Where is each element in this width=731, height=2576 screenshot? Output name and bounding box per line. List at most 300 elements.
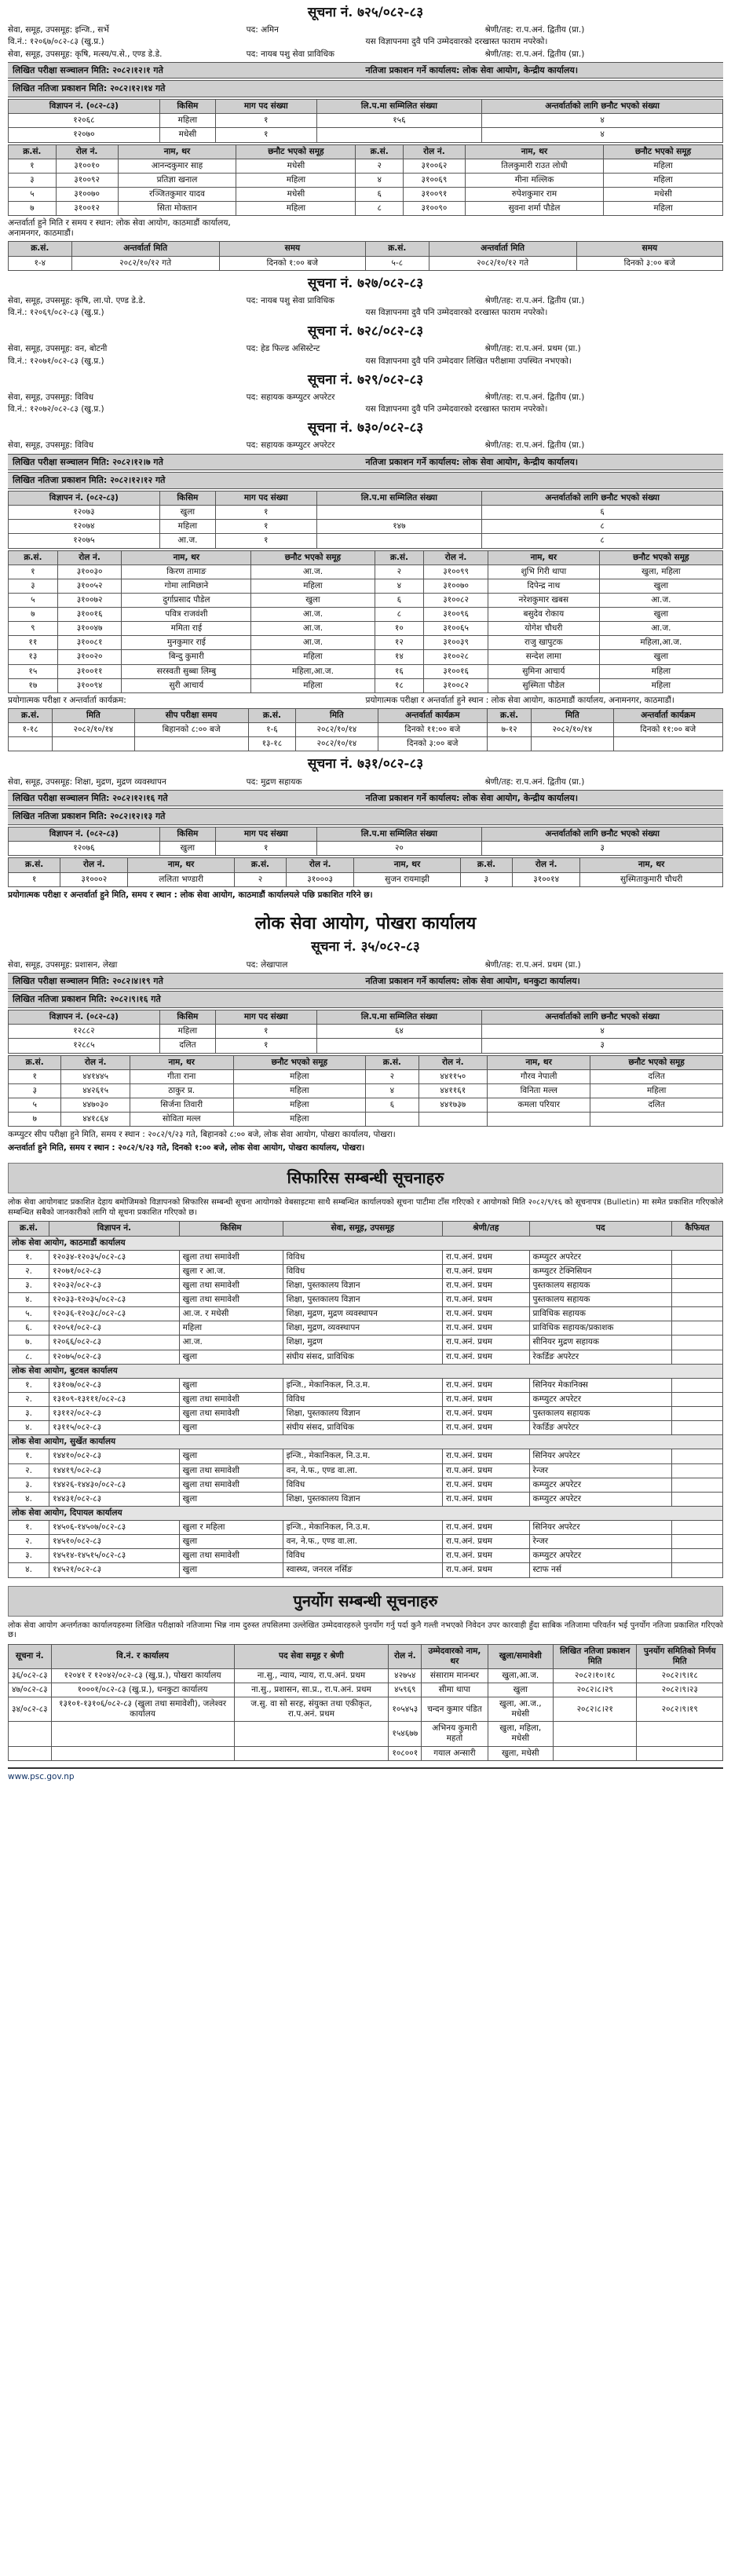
column-header: किसिम <box>159 828 215 842</box>
office-name: लोक सेवा आयोग, दिपायल कार्यालय <box>9 1506 723 1520</box>
table-cell: रा.प.अनं. प्रथम <box>442 1492 529 1506</box>
table-cell: १४५१४-१४५१५/०८२-८३ <box>49 1549 180 1563</box>
column-header: विज्ञापन नं. <box>49 1222 180 1236</box>
website-link[interactable]: www.psc.gov.np <box>8 1771 75 1781</box>
table-row <box>9 1083 723 1098</box>
vacancy-table <box>8 1010 723 1053</box>
info-text <box>484 218 723 239</box>
header-row <box>9 242 723 256</box>
table-row <box>9 1278 723 1292</box>
table-cell: महिला <box>233 1113 366 1127</box>
table-cell: खुला <box>179 1563 283 1577</box>
table-cell <box>316 534 482 548</box>
table-cell: ८. <box>9 1350 49 1364</box>
column-header: क्र.सं. <box>9 1055 61 1069</box>
table-cell: दलित <box>590 1069 723 1083</box>
table-cell: महिला <box>599 664 722 678</box>
column-header: सीप परीक्षा समय <box>134 708 248 722</box>
column-header: क्र.सं. <box>9 708 53 722</box>
table-cell: २०८२/१०/१४ <box>296 737 378 751</box>
info-line <box>8 392 723 404</box>
table-cell: ३१००४७ <box>57 622 122 636</box>
table-body <box>9 842 723 856</box>
table-row <box>9 579 723 593</box>
table-cell <box>672 1421 723 1435</box>
table-cell: २ <box>234 872 286 886</box>
table-cell <box>672 1336 723 1350</box>
column-header: रोल नं. <box>389 1644 422 1668</box>
table-cell: विविध <box>283 1549 442 1563</box>
table-cell: दिनको ११:०० बजे <box>378 723 487 737</box>
office-row <box>9 1236 723 1250</box>
header-row <box>9 550 723 565</box>
column-header: रोल नं. <box>61 1055 130 1069</box>
table-cell: खुला तथा समावेशी <box>179 1478 283 1492</box>
table-head <box>9 858 723 872</box>
info-strip <box>8 80 723 97</box>
table-cell: २०८२/१०/१२ गते <box>71 256 219 270</box>
info-text: श्रेणी/तह: रा.प.अनं. द्वितीय (प्रा.) <box>484 776 585 787</box>
table-cell: गीता राना <box>130 1069 233 1083</box>
table-cell <box>672 1535 723 1549</box>
table-cell: गौरव नेपाली <box>488 1069 590 1083</box>
table-row <box>9 664 723 678</box>
column-header: छनौट भएको समूह <box>590 1055 723 1069</box>
table-cell: १४ <box>375 650 424 664</box>
table-cell: आ.ज. <box>251 565 375 579</box>
table-cell: खुला तथा समावेशी <box>179 1278 283 1292</box>
table-cell: २० <box>316 842 482 856</box>
table-cell: ३१००३० <box>57 565 122 579</box>
column-header: नाम, थर <box>488 550 599 565</box>
table-cell <box>672 1521 723 1535</box>
info-text: यस विज्ञापनमा दुवै पनि उम्मेदवारको दरखास्त फाराम नपरेको। <box>365 308 548 317</box>
table-cell: शिक्षा, मुद्रण <box>283 1336 442 1350</box>
column-header: क्र.सं. <box>356 144 404 159</box>
table-cell: महिला <box>159 1025 215 1039</box>
info-text: श्रेणी/तह: रा.प.अनं. द्वितीय (प्रा.) <box>484 392 585 402</box>
table-cell <box>553 1746 637 1760</box>
column-header: छनौट भएको समूह <box>233 1055 366 1069</box>
table-cell <box>672 1407 723 1421</box>
table-cell: खुला <box>179 1378 283 1392</box>
paragraph: लोक सेवा आयोगबाट प्रकाशित देहाय बमोजिमको विज्ञापनको सिफारिस सम्बन्धी सूचना आयोगको वेबसाइटमा साथै सम्बन्धित कार्यालयको सूचना पाटीमा टाँस गरिएको र आयोगको मिति २०८२/९/१६ को सूचनापत्र (Bulletin) मा समेत प्रकाशित गरिएकोले सम्बन्धित सबैको जानकारीको लागि यो सूचना प्रकाशित गरिएको छ। <box>8 1198 723 1217</box>
table-cell: ७ <box>9 608 58 622</box>
column-header: क्र.सं. <box>9 242 72 256</box>
table-cell: २ <box>375 565 424 579</box>
table-cell: खुला तथा समावेशी <box>179 1549 283 1563</box>
table-cell: सुजन रायमाझी <box>354 872 461 886</box>
table-cell: राजु खापुटक <box>488 636 599 650</box>
column-header: छनौट भएको समूह <box>604 144 723 159</box>
notice-title: सूचना नं. ७३१/०८२-८३ <box>307 756 424 773</box>
table-cell: २०८२।८।२९ <box>553 1683 637 1697</box>
office-heading: लोक सेवा आयोग, पोखरा कार्यालय <box>254 912 477 934</box>
table-cell: रा.प.अनं. प्रथम <box>442 1463 529 1478</box>
candidate-table <box>8 857 723 886</box>
table-cell: १३-१८ <box>248 737 296 751</box>
table-row <box>9 1113 723 1127</box>
table-cell: कम्प्युटर अपरेटर <box>529 1392 672 1406</box>
table-cell: २०८२।९।१९ <box>637 1697 723 1722</box>
table-cell: ४ <box>356 173 404 187</box>
table-cell: ३१००९६ <box>424 608 488 622</box>
table-cell: १६ <box>375 664 424 678</box>
table-cell <box>637 1722 723 1746</box>
table-head <box>9 550 723 565</box>
table-cell: ज.सु. वा सो सरह, संयुक्त तथा एकीकृत, रा.प.अनं. प्रथम <box>234 1697 389 1722</box>
table-cell: १ <box>9 159 57 173</box>
table-cell <box>51 1722 234 1746</box>
table-cell: ३ <box>9 579 58 593</box>
candidate-table <box>8 550 723 693</box>
column-header: नाम, थर <box>465 144 603 159</box>
table-cell: रा.प.अनं. प्रथम <box>442 1392 529 1406</box>
table-row <box>9 1668 723 1683</box>
table-head <box>9 828 723 842</box>
table-cell: ३१००१६ <box>424 664 488 678</box>
table-cell <box>637 1746 723 1760</box>
table-body <box>9 565 723 692</box>
table-cell: १४७ <box>316 520 482 534</box>
table-row <box>9 1407 723 1421</box>
candidate-table <box>8 1055 723 1127</box>
table-cell: मुनकुमार राई <box>122 636 251 650</box>
table-cell: ३१००९२ <box>56 173 118 187</box>
table-cell: खुला <box>179 1350 283 1364</box>
table-cell: पुस्तकालय सहायक <box>529 1293 672 1307</box>
table-cell: महिला <box>233 1083 366 1098</box>
table-cell: ३१००९४ <box>57 678 122 692</box>
office-name: लोक सेवा आयोग, बुटवल कार्यालय <box>9 1364 723 1378</box>
table-cell: इन्जि., मेकानिकल, नि.उ.म. <box>283 1449 442 1463</box>
table-cell: सरस्वती सुब्बा लिम्बु <box>122 664 251 678</box>
table-cell: ८ <box>482 534 723 548</box>
table-cell: रुपेशकुमार राम <box>465 187 603 201</box>
column-header: नाम, थर <box>122 550 251 565</box>
table-cell: महिला <box>604 159 723 173</box>
table-cell: कम्प्युटर अपरेटर <box>529 1549 672 1563</box>
header-row <box>9 828 723 842</box>
table-cell: वन, ने.फ., एण्ड वा.ला. <box>283 1463 442 1478</box>
table-cell: महिला <box>604 173 723 187</box>
table-cell: ३१००६५ <box>424 622 488 636</box>
table-cell: दलित <box>159 1039 215 1053</box>
table-cell: १४५१०/०८२-८३ <box>49 1535 180 1549</box>
table-cell: ३१००६२ <box>404 159 466 173</box>
table-cell: १२८८५ <box>9 1039 160 1053</box>
table-row <box>9 534 723 548</box>
reinstate-table <box>8 1644 723 1761</box>
table-cell: वन, ने.फ., एण्ड वा.ला. <box>283 1535 442 1549</box>
table-cell: महिला <box>233 1098 366 1112</box>
table-row <box>9 1697 723 1722</box>
table-cell: १-४ <box>9 256 72 270</box>
table-cell: इन्जि., मेकानिकल, नि.उ.म. <box>283 1521 442 1535</box>
table-cell: ३. <box>9 1278 49 1292</box>
header-row <box>9 144 723 159</box>
info-line <box>8 356 723 367</box>
table-cell: ३१००७० <box>56 187 118 201</box>
interview-table <box>8 241 723 270</box>
info-text: सेवा, समूह, उपसमूह: इन्जि., सर्भे <box>8 25 109 35</box>
table-cell <box>316 128 482 142</box>
table-cell: १२०७५/०८२-८३ <box>49 1350 180 1364</box>
column-header: नाम, थर <box>130 1055 233 1069</box>
table-cell: १२०७३ <box>9 506 160 520</box>
table-cell: २ <box>366 1069 418 1083</box>
table-cell: १४४३१/०८२-८३ <box>49 1492 180 1506</box>
table-cell: आ.ज. <box>251 622 375 636</box>
column-header: समय <box>576 242 722 256</box>
column-header: अन्तर्वार्ता मिति <box>71 242 219 256</box>
table-cell: ७ <box>9 202 57 216</box>
info-text: पद: लेखापाल <box>246 959 288 970</box>
info-text: पद: अमिन <box>246 25 279 35</box>
table-cell <box>672 1478 723 1492</box>
table-cell: १४४१९/०८२-८३ <box>49 1463 180 1478</box>
table-cell: रा.प.अनं. प्रथम <box>442 1350 529 1364</box>
table-cell: मधेसी <box>159 128 215 142</box>
notice-title: सूचना नं. ७२७/०८२-८३ <box>307 275 424 291</box>
table-row <box>9 159 723 173</box>
table-cell: विविध <box>283 1478 442 1492</box>
table-cell <box>366 1113 418 1127</box>
table-cell <box>672 1321 723 1336</box>
column-header: माग पद संख्या <box>215 491 316 506</box>
table-row <box>9 1025 723 1039</box>
info-line <box>8 24 723 36</box>
table-cell: रेन्जर <box>529 1463 672 1478</box>
table-cell: २०८२।८।२१ <box>553 1697 637 1722</box>
table-cell <box>672 1563 723 1577</box>
table-cell: आनन्दकुमार साह <box>118 159 236 173</box>
table-cell: बसुदेव रोकाय <box>488 608 599 622</box>
table-cell <box>9 737 53 751</box>
column-header: माग पद संख्या <box>215 100 316 114</box>
table-cell <box>53 737 134 751</box>
table-row <box>9 608 723 622</box>
table-cell: १३१०९-१३१११/०८२-८३ <box>49 1392 180 1406</box>
table-cell: पुस्तकालय सहायक <box>529 1407 672 1421</box>
table-head <box>9 708 723 722</box>
table-cell: ३१०००३ <box>287 872 354 886</box>
table-cell: ४४१७३७ <box>418 1098 488 1112</box>
column-header: नाम, थर <box>580 858 723 872</box>
column-header: क्र.सं. <box>460 858 512 872</box>
table-cell: ४ <box>375 579 424 593</box>
table-cell: रा.प.अनं. प्रथम <box>442 1264 529 1278</box>
table-row <box>9 737 723 751</box>
table-cell: खुला <box>159 506 215 520</box>
table-cell: महिला <box>233 1069 366 1083</box>
column-header: रोल नं. <box>424 550 488 565</box>
table-cell: १२०७६ <box>9 842 160 856</box>
table-cell: २. <box>9 1392 49 1406</box>
table-cell: १०५४५३ <box>389 1697 422 1722</box>
table-row <box>9 173 723 187</box>
info-text: श्रेणी/तह: रा.प.अनं. द्वितीय (प्रा.) <box>484 440 585 451</box>
table-cell: खुला तथा समावेशी <box>179 1293 283 1307</box>
table-cell: दिनको ३:०० बजे <box>576 256 722 270</box>
table-row <box>9 565 723 579</box>
table-cell: शिक्षा, मुद्रण, मुद्रण व्यवस्थापन <box>283 1307 442 1321</box>
table-cell: ८ <box>356 202 404 216</box>
footer <box>8 1767 723 1787</box>
table-cell: मीना मल्लिक <box>465 173 603 187</box>
table-cell: ४४११५० <box>418 1069 488 1083</box>
column-header: रोल नं. <box>513 858 580 872</box>
table-cell: ६४ <box>316 1025 482 1039</box>
column-header: क्र.सं. <box>365 242 429 256</box>
column-header: क्र.सं. <box>9 144 57 159</box>
table-cell: स्वास्थ्य, जनरल नर्सिङ <box>283 1563 442 1577</box>
table-cell: नरेशकुमार खबस <box>488 593 599 607</box>
info-text: यस विज्ञापनमा दुवै पनि उम्मेदवार लिखित परीक्षामा उपस्थित नभएको। <box>365 356 572 366</box>
table-cell: ८ <box>375 608 424 622</box>
table-row <box>9 1746 723 1760</box>
table-cell <box>672 1350 723 1364</box>
table-cell: ४४२६१५ <box>61 1083 130 1098</box>
table-cell: १ <box>215 1039 316 1053</box>
info-text: पद: नायब पशु सेवा प्राविधिक <box>246 295 334 305</box>
column-header: लि.प.मा सम्मिलित संख्या <box>316 1010 482 1025</box>
table-row <box>9 650 723 664</box>
table-cell: १३ <box>9 650 58 664</box>
table-cell: आ.ज. <box>159 534 215 548</box>
column-header: नाम, थर <box>118 144 236 159</box>
table-cell: प्राविधिक सहायक/प्रकाशक <box>529 1321 672 1336</box>
info-text: वि.नं.: १२०७१/०८२-८३ (खु.प्र.) <box>8 356 104 366</box>
table-cell <box>672 1392 723 1406</box>
column-header: माग पद संख्या <box>215 1010 316 1025</box>
table-cell: खुला <box>159 842 215 856</box>
info-line <box>8 695 723 707</box>
table-cell: १ <box>215 506 316 520</box>
table-cell: ६ <box>356 187 404 201</box>
info-text: श्रेणी/तह: रा.प.अनं. द्वितीय (प्रा.) <box>484 295 585 305</box>
header-row <box>9 1222 723 1236</box>
table-cell: ३१००८१ <box>57 636 122 650</box>
column-header: रोल नं. <box>287 858 354 872</box>
info-strip <box>8 808 723 825</box>
table-cell: १२०३२/०८२-८३ <box>49 1278 180 1292</box>
table-cell: सोविता मल्ल <box>130 1113 233 1127</box>
table-cell: खुला <box>179 1421 283 1435</box>
table-row <box>9 723 723 737</box>
column-header: माग पद संख्या <box>215 828 316 842</box>
strip-text: नतिजा प्रकाशन गर्ने कार्यालय: लोक सेवा आयोग, केन्द्रीय कार्यालय। <box>365 64 579 75</box>
column-header: उम्मेदवारको नाम, थर <box>422 1644 488 1668</box>
table-cell: १३१०७/०८२-८३ <box>49 1378 180 1392</box>
info-line <box>8 440 723 451</box>
table-cell: महिला <box>251 678 375 692</box>
table-cell: ३१००८२ <box>424 593 488 607</box>
table-cell: ३१०००२ <box>60 872 128 886</box>
table-cell: कम्प्युटर अपरेटर <box>529 1250 672 1264</box>
header-row <box>9 1055 723 1069</box>
column-header: पुनर्योग समितिको निर्णय मिति <box>637 1644 723 1668</box>
table-row <box>9 1264 723 1278</box>
table-cell: १. <box>9 1449 49 1463</box>
table-cell: ३१००७० <box>424 579 488 593</box>
table-cell <box>488 1113 590 1127</box>
table-cell: ४ <box>366 1083 418 1098</box>
table-cell: १२०७० <box>9 128 160 142</box>
table-cell: १२०३६-१२०३८/०८२-८३ <box>49 1307 180 1321</box>
column-header: लि.प.मा सम्मिलित संख्या <box>316 100 482 114</box>
table-cell: संघीय संसद, प्राविधिक <box>283 1421 442 1435</box>
paragraph: प्रयोगात्मक परीक्षा र अन्तर्वार्ता हुने मिति, समय र स्थान : लोक सेवा आयोग, काठमाडौं कार्यालयले पछि प्रकाशित गरिने छ। <box>8 890 373 900</box>
table-cell: सीनियर मुद्रण सहायक <box>529 1336 672 1350</box>
column-header: छनौट भएको समूह <box>599 550 722 565</box>
table-cell: ३१००१४ <box>513 872 580 886</box>
table-cell: कम्प्युटर टेक्निसियन <box>529 1264 672 1278</box>
table-cell: ४७/०८२-८३ <box>9 1683 52 1697</box>
table-cell: १ <box>215 1025 316 1039</box>
table-row <box>9 114 723 128</box>
table-cell <box>316 1039 482 1053</box>
table-cell: ३. <box>9 1478 49 1492</box>
table-cell: कम्प्युटर अपरेटर <box>529 1492 672 1506</box>
table-cell: २ <box>356 159 404 173</box>
info-line <box>8 217 723 239</box>
info-text: सेवा, समूह, उपसमूह: विविध <box>8 392 94 402</box>
table-cell: रा.प.अनं. प्रथम <box>442 1336 529 1350</box>
info-text: यस विज्ञापनमा दुवै पनि उम्मेदवारको दरखास्त फाराम नपरेको। <box>365 37 548 47</box>
table-cell: महिला <box>236 202 356 216</box>
vacancy-table <box>8 491 723 549</box>
table-cell: १३१०१-१३१०६/०८२-८३ (खुला तथा समावेशी), जलेश्वर कार्यालय <box>51 1697 234 1722</box>
table-cell: ८ <box>482 520 723 534</box>
column-header: मिति <box>53 708 134 722</box>
table-cell: १ <box>9 872 60 886</box>
info-text: पद: नायब पशु सेवा प्राविधिक <box>246 49 334 59</box>
table-cell <box>672 1307 723 1321</box>
table-cell: शिक्षा, पुस्तकालय विज्ञान <box>283 1492 442 1506</box>
table-cell: खुला <box>179 1535 283 1549</box>
table-cell: १२०६८ <box>9 114 160 128</box>
table-row <box>9 1250 723 1264</box>
info-text <box>247 218 485 239</box>
table-cell: १४४१०/०८२-८३ <box>49 1449 180 1463</box>
table-cell <box>418 1113 488 1127</box>
table-cell: १-१८ <box>9 723 53 737</box>
table-head <box>9 491 723 506</box>
table-cell: ६. <box>9 1321 49 1336</box>
table-row <box>9 1463 723 1478</box>
table-cell: २०८२/१०/१४ <box>53 723 134 737</box>
table-cell <box>553 1722 637 1746</box>
column-header: रोल नं. <box>56 144 118 159</box>
table-cell: महिला <box>159 114 215 128</box>
table-cell: रा.प.अनं. प्रथम <box>442 1449 529 1463</box>
table-cell: आ.ज. <box>599 622 722 636</box>
strip-text: नतिजा प्रकाशन गर्ने कार्यालय: लोक सेवा आयोग, धनकुटा कार्यालय। <box>365 975 580 986</box>
table-cell: महिला <box>251 579 375 593</box>
column-header: किसिम <box>179 1222 283 1236</box>
table-cell: रा.प.अनं. प्रथम <box>442 1535 529 1549</box>
column-header: छनौट भएको समूह <box>236 144 356 159</box>
table-cell: महिला,आ.ज. <box>599 636 722 650</box>
table-head <box>9 1055 723 1069</box>
column-header: कैफियत <box>672 1222 723 1236</box>
table-cell: ४४७०३० <box>61 1098 130 1112</box>
table-cell: ३ <box>9 173 57 187</box>
table-cell: पवित्र राजवंशी <box>122 608 251 622</box>
table-cell: बिहानको ८:०० बजे <box>134 723 248 737</box>
office-row <box>9 1435 723 1449</box>
